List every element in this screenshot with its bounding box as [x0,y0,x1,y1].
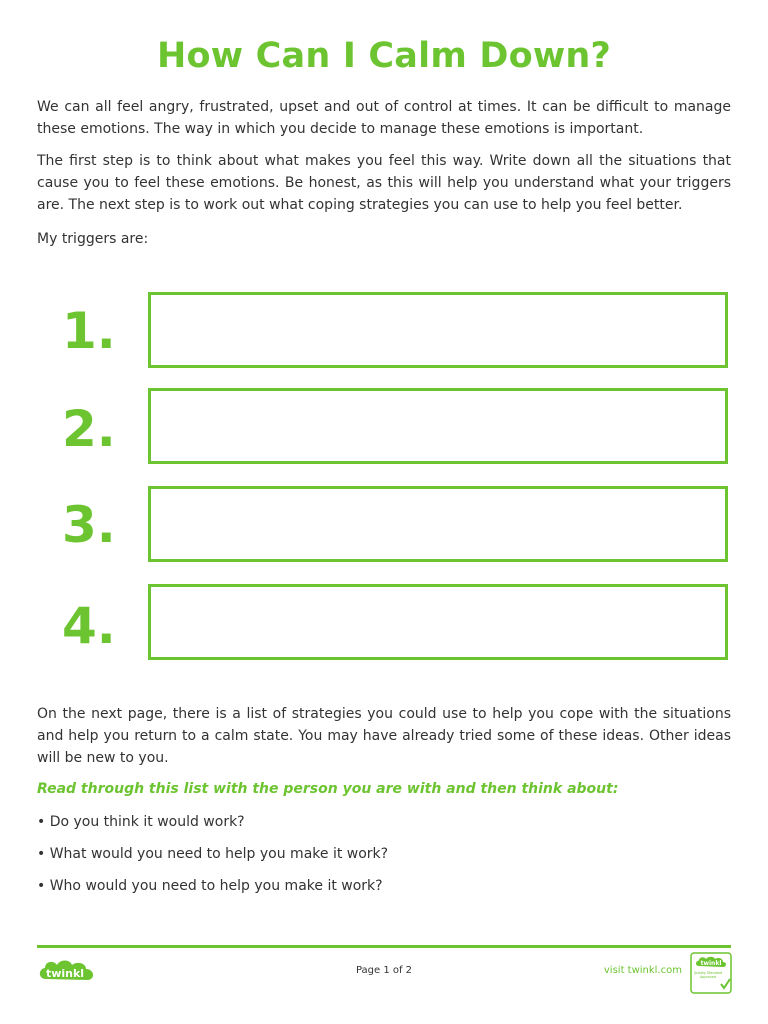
page-title: How Can I Calm Down? [156,36,612,76]
trigger-number-4: 4. [62,597,116,655]
intro-paragraph-2: The first step is to think about what makes you feel this way. Write down all the situations that cause you to feel these emotions. Be honest, as this will help you understand what your triggers are. The next step is to work out what coping strategies you can use to help you feel better. [37,153,731,213]
question-2: • What would you need to help you make it work? [37,846,389,862]
trigger-box-1[interactable] [148,292,728,368]
question-1: • Do you think it would work? [37,814,245,830]
badge-logo-text: twinkl [700,960,722,967]
page-number: Page 1 of 2 [355,965,413,976]
trigger-number-1: 1. [62,302,116,360]
trigger-number-2: 2. [62,400,116,458]
trigger-box-2[interactable] [148,388,728,464]
trigger-box-4[interactable] [148,584,728,660]
next-page-paragraph: On the next page, there is a list of strategies you could use to help you cope with the situations and help you return to a calm state. You may have already tried some of these ideas. Other ideas will be new to you. [37,706,731,766]
quality-badge-icon [690,952,732,994]
instruction-text: Read through this list with the person you are with and then think about: [37,781,619,797]
question-3: • Who would you need to help you make it work? [37,878,383,894]
footer-divider [37,945,731,948]
twinkl-logo-icon [36,955,100,987]
triggers-label: My triggers are: [37,231,149,247]
badge-text: Quality Standard Approved [693,971,723,980]
twinkl-logo-text: twinkl [45,967,85,980]
intro-paragraph-1: We can all feel angry, frustrated, upset and out of control at times. It can be difficult to manage these emotions. The way in which you decide to manage these emotions is important. [37,99,731,137]
trigger-number-3: 3. [62,496,116,554]
trigger-box-3[interactable] [148,486,728,562]
website-link[interactable]: visit twinkl.com [603,965,682,976]
